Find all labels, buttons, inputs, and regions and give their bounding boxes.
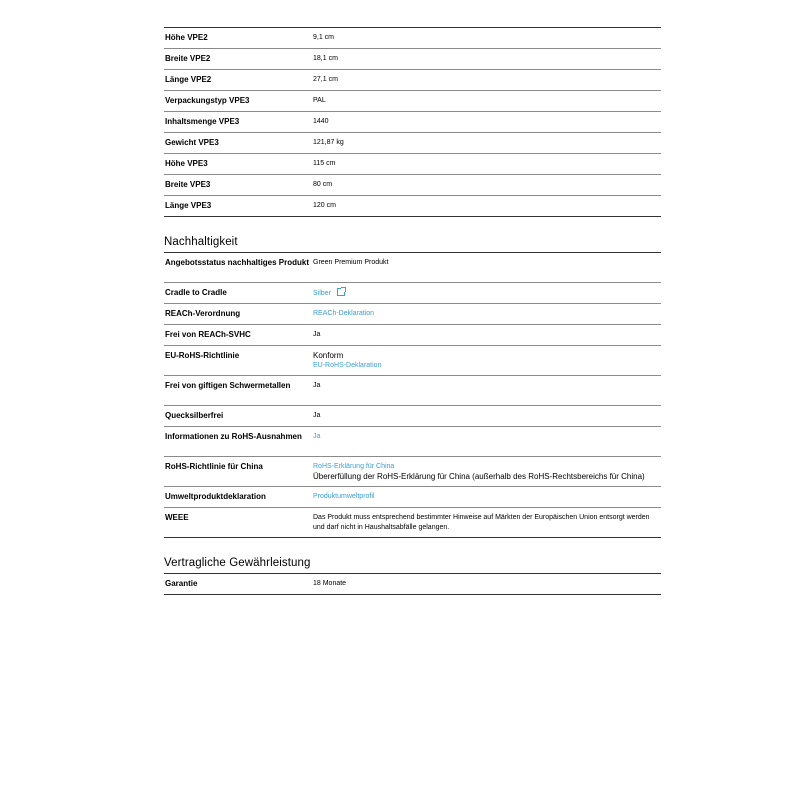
- packaging-table: [164, 27, 661, 217]
- row-value: Das Produkt muss entsprechend bestimmter Hinweise auf Märkten der Europäischen Union entsorgt werden und darf nicht in Haushaltsabfälle gelangen.: [313, 514, 650, 531]
- row-value: Ja: [313, 382, 321, 389]
- row-label: Breite VPE3: [165, 180, 211, 189]
- row-value: 1440: [313, 118, 329, 125]
- table-row: [164, 283, 661, 304]
- row-value: 9,1 cm: [313, 34, 335, 41]
- rohs-china-link[interactable]: RoHS-Erklärung für China: [313, 463, 395, 470]
- row-label: Höhe VPE3: [165, 159, 208, 168]
- rohs-exemptions-link[interactable]: Ja: [313, 433, 321, 440]
- table-row: [164, 70, 661, 91]
- table-row: [164, 49, 661, 70]
- row-label: Frei von giftigen Schwermetallen: [165, 381, 291, 390]
- row-label: RoHS-Richtlinie für China: [165, 462, 263, 471]
- product-spec-page: [164, 27, 661, 595]
- table-row: [164, 325, 661, 346]
- table-row: [164, 487, 661, 508]
- row-label: Breite VPE2: [165, 54, 211, 63]
- row-value: [313, 462, 661, 482]
- table-row: [164, 91, 661, 112]
- table-row: [164, 154, 661, 175]
- row-value: 121,87 kg: [313, 139, 344, 146]
- table-row: [164, 112, 661, 133]
- warranty-heading: Vertragliche Gewährleistung: [164, 557, 311, 569]
- table-row: [164, 376, 661, 406]
- sustainability-table: [164, 252, 661, 538]
- row-value: 27,1 cm: [313, 76, 338, 83]
- warranty-table: [164, 573, 661, 595]
- row-label: Cradle to Cradle: [165, 288, 227, 297]
- row-label: Angebotsstatus nachhaltiges Produkt: [165, 258, 310, 267]
- row-value: [313, 432, 661, 452]
- table-row: [164, 457, 661, 487]
- table-row: [164, 175, 661, 196]
- table-row: [164, 346, 661, 376]
- row-value: Ja: [313, 331, 321, 338]
- row-label: EU-RoHS-Richtlinie: [165, 351, 240, 360]
- row-value: Green Premium Produkt: [313, 259, 389, 266]
- table-row: [164, 406, 661, 427]
- table-row: [164, 133, 661, 154]
- table-row: [164, 253, 661, 283]
- row-label: Garantie: [165, 579, 198, 588]
- row-label: Quecksilberfrei: [165, 411, 224, 420]
- table-row: [164, 304, 661, 325]
- table-row: [164, 508, 661, 538]
- row-value: PAL: [313, 97, 326, 104]
- table-row: [164, 196, 661, 217]
- row-label: Inhaltsmenge VPE3: [165, 117, 240, 126]
- table-row: [164, 427, 661, 457]
- row-value: 18,1 cm: [313, 55, 338, 62]
- row-label: REACh-Verordnung: [165, 309, 241, 318]
- row-value: 80 cm: [313, 181, 333, 188]
- eu-rohs-declaration-link[interactable]: EU-RoHS-Deklaration: [313, 362, 382, 369]
- row-value: [313, 288, 661, 299]
- rohs-china-text: Übererfüllung der RoHS-Erklärung für China (außerhalb des RoHS-Rechtsbereichs für China): [313, 472, 645, 481]
- row-value: [313, 351, 661, 371]
- table-row: [164, 574, 661, 595]
- row-label: Umweltproduktdeklaration: [165, 492, 266, 501]
- row-value: 115 cm: [313, 160, 336, 167]
- row-value: 120 cm: [313, 202, 336, 209]
- row-label: Frei von REACh-SVHC: [165, 330, 251, 339]
- row-label: Verpackungstyp VPE3: [165, 96, 250, 105]
- table-row: [164, 28, 661, 49]
- row-value: [313, 309, 661, 320]
- row-label: Gewicht VPE3: [165, 138, 219, 147]
- row-label: Informationen zu RoHS-Ausnahmen: [165, 432, 302, 441]
- cradle-link-text[interactable]: Silber: [313, 290, 331, 297]
- rohs-status: Konform: [313, 351, 344, 360]
- row-label: Länge VPE2: [165, 75, 212, 84]
- row-value: Ja: [313, 412, 321, 419]
- row-value: 18 Monate: [313, 580, 347, 587]
- row-label: Höhe VPE2: [165, 33, 208, 42]
- cradle-link[interactable]: [313, 290, 345, 297]
- external-link-icon[interactable]: [337, 288, 345, 296]
- reach-declaration-link[interactable]: REACh-Deklaration: [313, 310, 375, 317]
- sustainability-heading: Nachhaltigkeit: [164, 236, 238, 248]
- row-value: [313, 492, 661, 503]
- row-label: Länge VPE3: [165, 201, 212, 210]
- product-environmental-profile-link[interactable]: Produktumweltprofil: [313, 493, 375, 500]
- row-label: WEEE: [165, 513, 189, 522]
